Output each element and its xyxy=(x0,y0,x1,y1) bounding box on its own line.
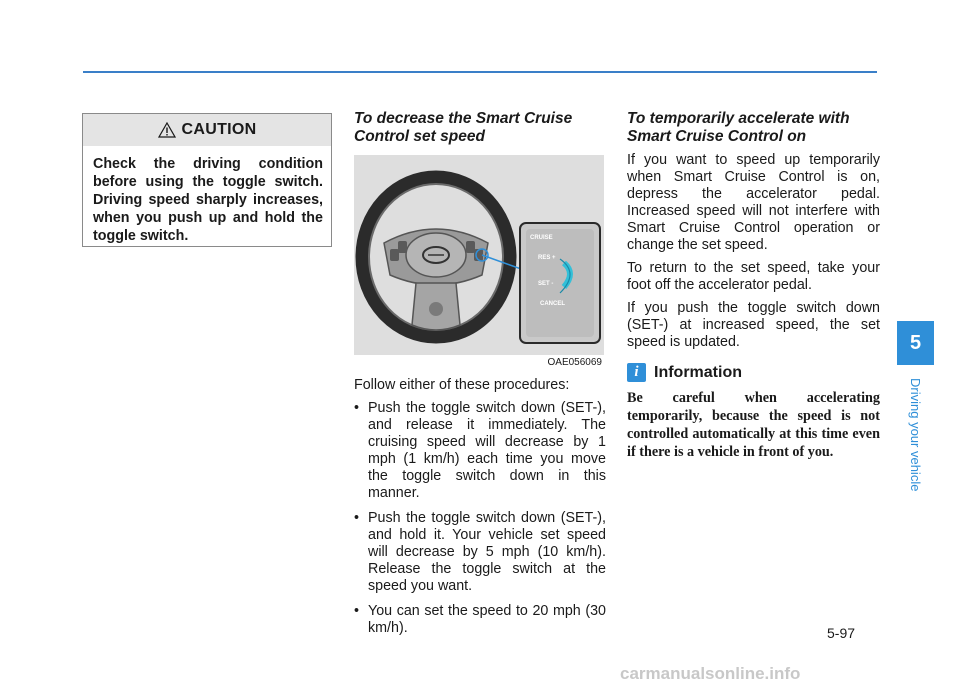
switch-label-res: RES + xyxy=(538,255,556,261)
steering-wheel-figure xyxy=(354,155,604,355)
accelerate-section xyxy=(627,110,880,461)
accelerate-heading: To temporarily accelerate with Smart Cruise Control on xyxy=(627,110,850,145)
caution-header xyxy=(83,114,331,146)
switch-label-cruise: CRUISE xyxy=(530,235,553,241)
caution-box xyxy=(82,113,332,247)
chapter-title: Driving your vehicle xyxy=(908,378,923,492)
decrease-section xyxy=(354,110,606,645)
list-item: • You can set the speed to 20 mph (30 km/h). xyxy=(354,603,606,637)
info-icon: i xyxy=(627,363,646,382)
decrease-intro: Follow either of these procedures: xyxy=(354,377,570,393)
caution-text: Check the driving condition before using the toggle switch. Driving speed sharply increases, when you push up and hold the toggle switch. xyxy=(93,156,323,244)
paragraph: To return to the set speed, take your foot off the accelerator pedal. xyxy=(627,260,880,293)
information-header xyxy=(627,363,880,382)
decrease-bullet-list xyxy=(354,400,606,637)
paragraph: If you want to speed up temporarily when Smart Cruise Control is on, depress the accelerator pedal. Increased speed will not interfere with Smart Cruise Control operation or change the set speed. xyxy=(627,152,880,253)
chapter-tab: 5 xyxy=(897,321,934,365)
decrease-heading: To decrease the Smart Cruise Control set speed xyxy=(354,110,573,145)
information-title: Information xyxy=(654,363,742,381)
header-rule xyxy=(83,71,877,73)
watermark: carmanualsonline.info xyxy=(620,664,801,683)
chapter-title-vertical xyxy=(897,370,934,500)
caution-title: CAUTION xyxy=(181,121,257,138)
switch-label-set: SET - xyxy=(538,281,554,287)
list-item: • Push the toggle switch down (SET-), and release it immediately. The cruising speed will decrease by 1 mph (1 km/h) each time you move the toggle switch down in this manner. xyxy=(354,400,606,502)
steering-wheel-illustration xyxy=(354,155,604,355)
page-number: 5-97 xyxy=(827,625,856,641)
figure-code: OAE056069 xyxy=(547,357,602,368)
information-text: Be careful when accelerating temporarily, because the speed is not controlled automatically at this time even if there is a vehicle in front of you. xyxy=(627,390,880,460)
switch-label-cancel: CANCEL xyxy=(540,301,565,307)
list-item: • Push the toggle switch down (SET-), and hold it. Your vehicle set speed will decrease by 5 mph (10 km/h). Release the toggle switch at the speed you want. xyxy=(354,510,606,595)
paragraph: If you push the toggle switch down (SET-) at increased speed, the set speed is updated. xyxy=(627,300,880,350)
warning-triangle-icon xyxy=(158,122,176,138)
